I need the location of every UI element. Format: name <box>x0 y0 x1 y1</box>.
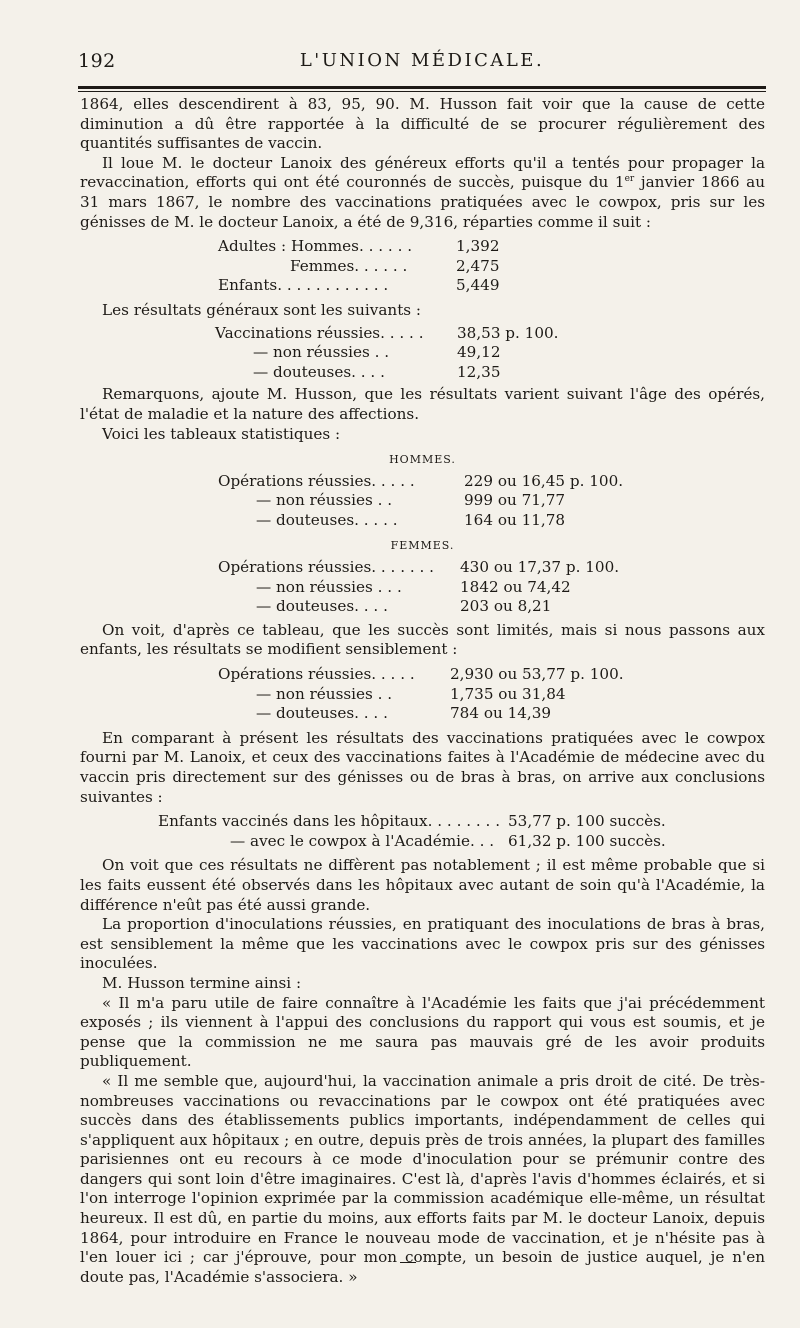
paragraph-12: « Il me semble que, aujourd'hui, la vaccination animale a pris droit de cité. De très-nombreuses vaccinations ou revaccinations par le cowpox ont été pratiquées avec succès dans des établissements publics importants, indépendamment de celles qui s'appliquent aux hôpitaux ; en outre, depuis près de trois années, la plupart des familles parisiennes ont eu recours à ce mode d'inoculation pour se prémunir contre des dangers qui sont loin d'être imaginaires. C'est là, d'après l'avis d'hommes éclairés, et si l'on interroge l'opinion exprimée par la commission académique elle-même, un résultat heureux. Il est dû, en partie du moins, aux efforts faits par M. le docteur Lanoix, depuis 1864, pour introduire en France le nouveau mode de vaccination, et je n'hésite pas à l'en louer ici ; car j'éprouve, pour mon compte, un besoin de justice auquel, je n'en doute pas, l'Académie s'associera. » <box>80 1071 765 1286</box>
paragraph-10: M. Husson termine ainsi : <box>102 973 302 992</box>
row-label: — douteuses. . . . <box>253 362 385 381</box>
paragraph-2-part-b: janvier 1866 au 31 mars 1867, le nombre des vaccinations pratiquées avec le cowpox, pris sur les génisses de M. le docteur Lanoix, a été de 9,316, réparties comme il suit : <box>80 173 766 231</box>
article-body <box>80 95 765 1287</box>
paragraph-8: On voit que ces résultats ne diffèrent pas notablement ; il est même probable que si les faits eussent été observés dans les hôpitaux avec autant de soin qu'à l'Académie, la différence n'eût pas été aussi grande. <box>80 856 765 914</box>
paragraph-6: On voit, d'après ce tableau, que les succès sont limités, mais si nous passons aux enfants, les résultats se modifient sensiblement : <box>80 620 765 659</box>
paragraph-9: La proportion d'inoculations réussies, en pratiquant des inoculations de bras à bras, est sensiblement la même que les vaccinations avec le cowpox pris sur des génisses inoculées. <box>80 915 765 973</box>
paragraph-1: 1864, elles descendirent à 83, 95, 90. M. Husson fait voir que la cause de cette diminution a dû être rapportée à la difficulté de se procurer régulièrement des quantités suffisantes de vaccin. <box>80 95 765 153</box>
row-label: Opérations réussies. . . . . . . <box>218 558 434 577</box>
row-value: 49,12 <box>457 343 501 362</box>
row-label: — douteuses. . . . . <box>256 510 398 529</box>
row-value: 430 ou 17,37 p. 100. <box>460 558 620 577</box>
row-label: — douteuses. . . . <box>256 704 388 723</box>
table-row <box>158 832 666 852</box>
row-value: 229 ou 16,45 p. 100. <box>464 471 624 490</box>
row-label: Enfants vaccinés dans les hôpitaux. . . . . . . . <box>158 812 501 831</box>
row-label: — non réussies . . <box>256 491 393 510</box>
row-label: Enfants. . . . . . . . . . . . <box>218 276 389 295</box>
row-value: 38,53 p. 100. <box>457 323 559 342</box>
row-label: Femmes. . . . . . <box>290 256 408 275</box>
section-title-hommes: HOMMES. <box>389 453 456 467</box>
row-label: Vaccinations réussies. . . . . <box>215 323 424 342</box>
table-row <box>215 324 559 344</box>
row-label: — douteuses. . . . <box>256 597 388 616</box>
row-value: 999 ou 71,77 <box>464 491 566 510</box>
page-header <box>78 50 766 80</box>
paragraph-2-part-a: Il loue M. le docteur Lanoix des généreux efforts qu'il a tentés pour propager la revaccination, efforts qui ont été couronnés de succès, puisque du 1 <box>80 153 765 192</box>
table-row <box>218 665 624 685</box>
row-label: — avec le cowpox à l'Académie. . . <box>230 831 495 850</box>
table-row <box>218 704 624 724</box>
row-value: 5,449 <box>456 276 500 295</box>
table-row <box>218 511 623 531</box>
end-rule <box>400 1262 416 1263</box>
row-value: 1842 ou 74,42 <box>460 577 571 596</box>
row-value: 784 ou 14,39 <box>450 704 552 723</box>
paragraph-4: Remarquons, ajoute M. Husson, que les résultats varient suivant l'âge des opérés, l'état de maladie et la nature des affections. <box>80 385 765 423</box>
header-rule <box>78 86 766 89</box>
row-label: — non réussies . . <box>253 343 390 362</box>
row-label: Opérations réussies. . . . . <box>218 665 415 684</box>
journal-title: L'UNION MÉDICALE. <box>299 50 545 71</box>
table-row <box>218 578 619 598</box>
page-number: 192 <box>78 50 116 72</box>
table-row <box>218 237 499 257</box>
row-value: 2,475 <box>456 256 500 275</box>
table-row <box>218 597 619 617</box>
table-enfants <box>218 665 624 724</box>
table-row <box>218 491 623 511</box>
table-row <box>218 685 624 705</box>
row-value: 53,77 p. 100 succès. <box>508 812 666 831</box>
table-row <box>215 343 559 363</box>
table-hommes <box>218 472 623 531</box>
row-label: Adultes : Hommes. . . . . . <box>218 237 413 256</box>
table-row <box>215 363 559 383</box>
paragraph-7: En comparant à présent les résultats des vaccinations pratiquées avec le cowpox fourni par M. Lanoix, et ceux des vaccinations faites à l'Académie de médecine avec du vaccin pris directement sur des génisses ou de bras à bras, on arrive aux conclusions suivantes : <box>80 728 765 806</box>
row-value: 203 ou 8,21 <box>460 597 552 616</box>
paragraph-5: Voici les tableaux statistiques : <box>102 424 341 443</box>
row-value: 1,392 <box>456 237 500 256</box>
paragraph-3: Les résultats généraux sont les suivants : <box>102 300 422 319</box>
row-label: — non réussies . . . <box>256 577 402 596</box>
row-value: 164 ou 11,78 <box>464 510 566 529</box>
superscript-er: er <box>624 174 635 185</box>
table-distribution <box>218 237 499 296</box>
table-row <box>218 558 619 578</box>
section-title-femmes: FEMMES. <box>390 539 455 553</box>
paragraph-11: « Il m'a paru utile de faire connaître à l'Académie les faits que j'ai précédemment exposés ; ils viennent à l'appui des conclusions du rapport qui vous est soumis, et je pense que la commission ne me saura pas mauvais gré de les avoir produits publiquement. <box>80 993 765 1071</box>
row-value: 2,930 ou 53,77 p. 100. <box>450 665 624 684</box>
table-femmes <box>218 558 619 617</box>
table-conclusions <box>158 812 666 851</box>
table-row <box>218 276 499 296</box>
table-row <box>158 812 666 832</box>
header-rule-thin <box>78 91 766 92</box>
row-value: 61,32 p. 100 succès. <box>508 831 666 850</box>
table-row <box>218 472 623 492</box>
table-row <box>218 257 499 277</box>
row-label: — non réussies . . <box>256 684 393 703</box>
table-general-results <box>215 324 559 383</box>
row-value: 12,35 <box>457 362 501 381</box>
row-value: 1,735 ou 31,84 <box>450 684 566 703</box>
paragraph-2 <box>80 154 765 232</box>
row-label: Opérations réussies. . . . . <box>218 471 415 490</box>
